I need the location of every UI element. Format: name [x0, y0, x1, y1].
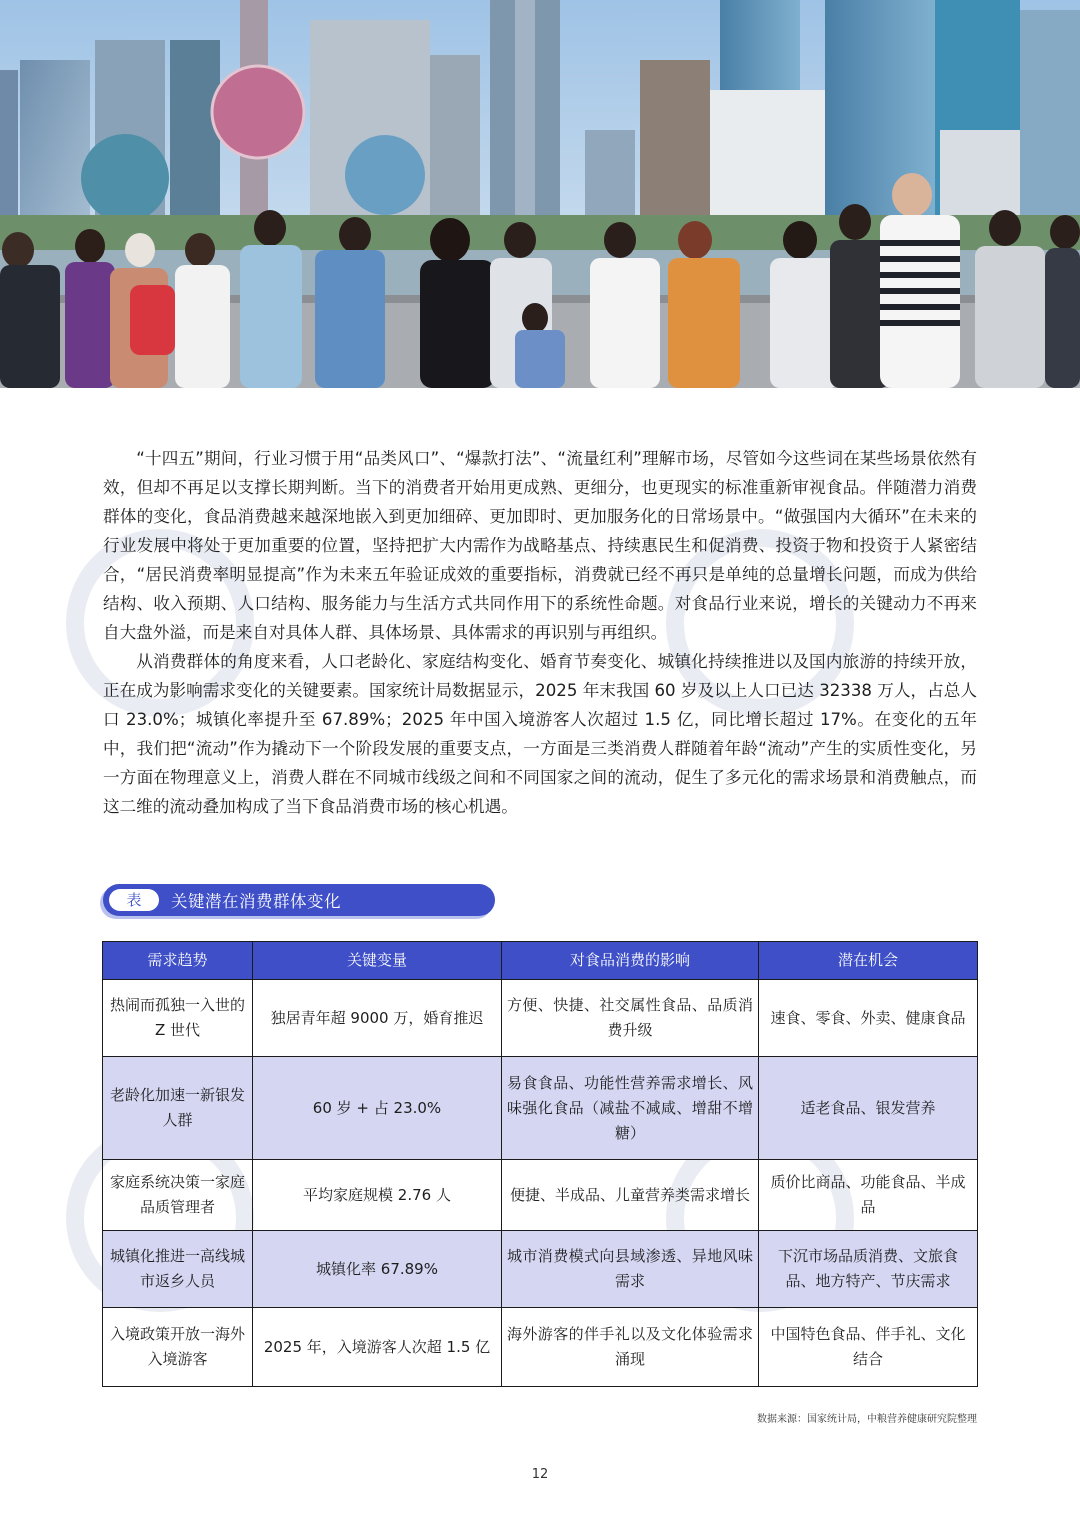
table-caption [103, 884, 495, 916]
table-caption-text: 关键潜在消费群体变化 [171, 892, 341, 911]
table-row [103, 980, 978, 1057]
table-cell: 适老食品、银发营养 [759, 1057, 978, 1160]
table-cell: 速食、零食、外卖、健康食品 [759, 980, 978, 1057]
table-cell: 家庭系统决策一家庭品质管理者 [103, 1160, 253, 1231]
table-cell: 60 岁 + 占 23.0% [253, 1057, 502, 1160]
table-tag: 表 [109, 889, 159, 911]
consumer-groups-table [102, 941, 978, 1387]
table-cell: 下沉市场品质消费、文旅食品、地方特产、节庆需求 [759, 1231, 978, 1308]
table-cell: 方便、快捷、社交属性食品、品质消费升级 [502, 980, 759, 1057]
table-cell: 城市消费模式向县域渗透、异地风味需求 [502, 1231, 759, 1308]
page-number: 12 [531, 1467, 549, 1482]
table-header-row [103, 942, 978, 980]
table-cell: 中国特色食品、伴手礼、文化结合 [759, 1308, 978, 1387]
table-cell: 独居青年超 9000 万，婚育推迟 [253, 980, 502, 1057]
column-header: 潜在机会 [759, 942, 978, 980]
table-row [103, 1057, 978, 1160]
table-cell: 热闹而孤独一入世的 Z 世代 [103, 980, 253, 1057]
city-skyline-photo [0, 0, 1080, 388]
table-cell: 城镇化推进一高线城市返乡人员 [103, 1231, 253, 1308]
paragraph: 从消费群体的角度来看，人口老龄化、家庭结构变化、婚育节奏变化、城镇化持续推进以及国内旅游的持续开放，正在成为影响需求变化的关键要素。国家统计局数据显示，2025 年末我国 60 岁及以上人口已达 32338 万人，占总人口 23.0%；城镇化率提升至 67.89%；2025 年中国入境游客人次超过 1.5 亿，同比增长超过 17%。在变化的五年中，我们把“流动”作为撬动下一个阶段发展的重要支点，一方面是三类消费人群随着年龄“流动”产生的实质性变化，另一方面在物理意义上，消费人群在不同城市线级之间和不同国家之间的流动，促生了多元化的需求场景和消费触点，而这二维的流动叠加构成了当下食品消费市场的核心机遇。 [103, 652, 977, 816]
table-row [103, 1160, 978, 1231]
table-cell: 入境政策开放一海外入境游客 [103, 1308, 253, 1387]
table-cell: 城镇化率 67.89% [253, 1231, 502, 1308]
column-header: 对食品消费的影响 [502, 942, 759, 980]
table-row [103, 1231, 978, 1308]
table-row [103, 1308, 978, 1387]
table-cell: 海外游客的伴手礼以及文化体验需求涌现 [502, 1308, 759, 1387]
source-note: 数据来源：国家统计局，中粮营养健康研究院整理 [757, 1414, 977, 1425]
article-body [103, 444, 977, 821]
table-cell: 易食食品、功能性营养需求增长、风味强化食品（减盐不减咸、增甜不增糖） [502, 1057, 759, 1160]
hero-photo [0, 0, 1080, 388]
table-cell: 质价比商品、功能食品、半成品 [759, 1160, 978, 1231]
table-cell: 平均家庭规模 2.76 人 [253, 1160, 502, 1231]
table-cell: 便捷、半成品、儿童营养类需求增长 [502, 1160, 759, 1231]
column-header: 关键变量 [253, 942, 502, 980]
table-cell: 老龄化加速一新银发人群 [103, 1057, 253, 1160]
paragraph: “十四五”期间，行业习惯于用“品类风口”、“爆款打法”、“流量红利”理解市场，尽管如今这些词在某些场景依然有效，但却不再足以支撑长期判断。当下的消费者开始用更成熟、更细分，也更现实的标准重新审视食品。伴随潜力消费群体的变化，食品消费越来越深地嵌入到更加细碎、更加即时、更加服务化的日常场景中。“做强国内大循环”在未来的行业发展中将处于更加重要的位置，坚持把扩大内需作为战略基点、持续惠民生和促消费、投资于物和投资于人紧密结合，“居民消费率明显提高”作为未来五年验证成效的重要指标，消费就已经不再只是单纯的总量增长问题，而成为供给结构、收入预期、人口结构、服务能力与生活方式共同作用下的系统性命题。对食品行业来说，增长的关键动力不再来自大盘外溢，而是来自对具体人群、具体场景、具体需求的再识别与再组织。 [103, 449, 977, 642]
table-cell: 2025 年，入境游客人次超 1.5 亿 [253, 1308, 502, 1387]
column-header: 需求趋势 [103, 942, 253, 980]
